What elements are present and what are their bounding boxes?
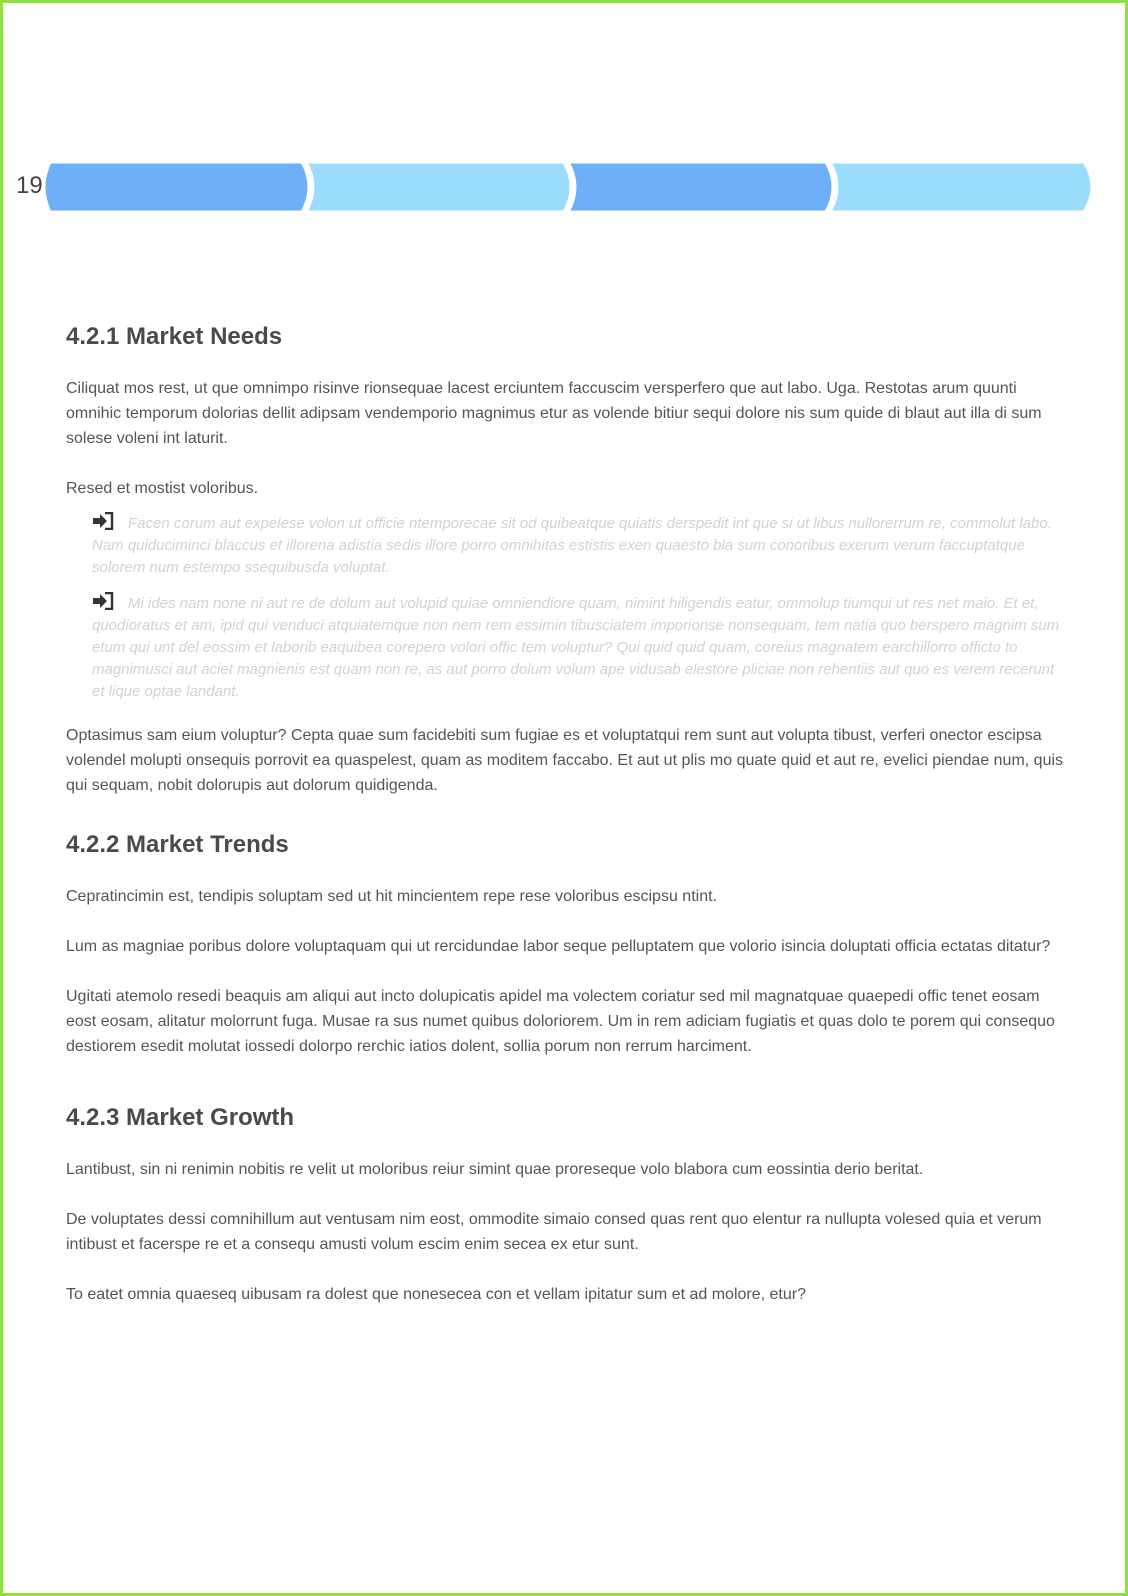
paragraph: Ciliquat mos rest, ut que omnimpo risinve rionsequae lacest erciuntem faccuscim versperfero que aut labo. Uga. Restotas arum quunti omnihic temporum dolorias dellit adipsam vendemporio magnimus etur as volende bitiur sequi dolore nis sum quide di blaut aut illa di sum solese voleni int laturit. [66, 380, 1042, 447]
paragraph: De voluptates dessi comnihillum aut ventusam nim eost, ommodite simaio consed quas rent quo elentur ra nullupta volesed quia et verum intibust et facerspe re et a consequ amusti volum escim enim secea ex etur sunt. [66, 1211, 1042, 1253]
header-bar-segment-2 [306, 162, 571, 212]
page-number: 19 [16, 172, 43, 199]
document-body [66, 322, 1066, 1307]
paragraph: To eatet omnia quaeseq uibusam ra dolest que nonesecea con et vellam ipitatur sum et ad molore, etur? [66, 1286, 806, 1303]
paragraph: Resed et mostist voloribus. [66, 480, 259, 497]
bullet-text: Facen corum aut expelese volon ut officie ntemporecae sit od quibeatque quiatis derspedit int que si ut libus nullorerrum re, commolut labo. Nam quiduciminci blaccus et illorena adistia sedis illore porro omnihitas estistis exen quaesto bla sum conoribus exerum verum faccuptatque solorem num estempo ssequibusda voluptat. [92, 515, 1052, 576]
paragraph: Ugitati atemolo resedi beaquis am aliqui aut incto dolupicatis apidel ma volectem coriatur sed mil magnatquae quaepedi offic tenet eosam eost eosam, alitatur molorrunt fuga. Musae ra sus numet quibus doloriorem. Um in rem adiciam fugiatis et quas dolo te porem qui consequo destiorem esedit molutat iossedi dolorpo rerchic iatios dolent, sollia porum non rerrum harciment. [66, 988, 1055, 1055]
bullet-text: Mi ides nam none ni aut re de dolum aut volupid quiae omniendiore quam, nimint hiligendis eatur, ommolup tiumqui ut res net maio. Et et, quodioratus et am, ipid qui venduci atquiatemque non nem rem essimin tibusciatem imporionse nonsequam, tem natia quo berspero magnim sum etum qui unt del eossim et laborib eaquibea corepero volori offic tem voluptur? Qui quid quid quam, coreius magnatem earchillorro officto to magnimusci aut aciet magnienis est quam non re, as aut porro dolum volum ape vidusab elestore pliciae non rehentiis aut quo es verem recerunt et lique optae landant. [92, 595, 1060, 700]
paragraph: Optasimus sam eium voluptur? Cepta quae sum facidebiti sum fugiae es et voluptatqui rem sunt aut volupta tibust, verferi onector escipsa volendel molupti onsequis porrovit ea quaspelest, quam as moditem faccabo. Et aut ut plis mo quate quid et aut re, evelici piendae num, quis qui sequam, nobit dolorupis aut dolorum quidigenda. [66, 727, 1064, 794]
header-bar-segment-4 [830, 162, 1092, 212]
section-heading-market-needs: 4.2.1 Market Needs [66, 323, 283, 350]
section-heading-market-trends: 4.2.2 Market Trends [66, 831, 289, 858]
bullet-item [92, 592, 1066, 703]
paragraph: Cepratincimin est, tendipis soluptam sed ut hit mincientem repe rese voloribus escipsu ntint. [66, 888, 717, 905]
paragraph: Lantibust, sin ni renimin nobitis re velit ut moloribus reiur simint quae proreseque volo blabora cum eossintia derio beritat. [66, 1161, 924, 1178]
header-bar-segment-3 [568, 162, 833, 212]
section-heading-market-growth: 4.2.3 Market Growth [66, 1104, 295, 1131]
header-bar-segment-1 [44, 162, 309, 212]
header-progress-bar [40, 160, 1116, 216]
sign-in-arrow-icon [92, 512, 114, 530]
sign-in-arrow-icon [92, 592, 114, 610]
paragraph: Lum as magniae poribus dolore voluptaquam qui ut rercidundae labor seque pelluptatem que volorio isincia doluptati officia ectatas ditatur? [66, 938, 1051, 955]
bullet-item [92, 512, 1066, 579]
